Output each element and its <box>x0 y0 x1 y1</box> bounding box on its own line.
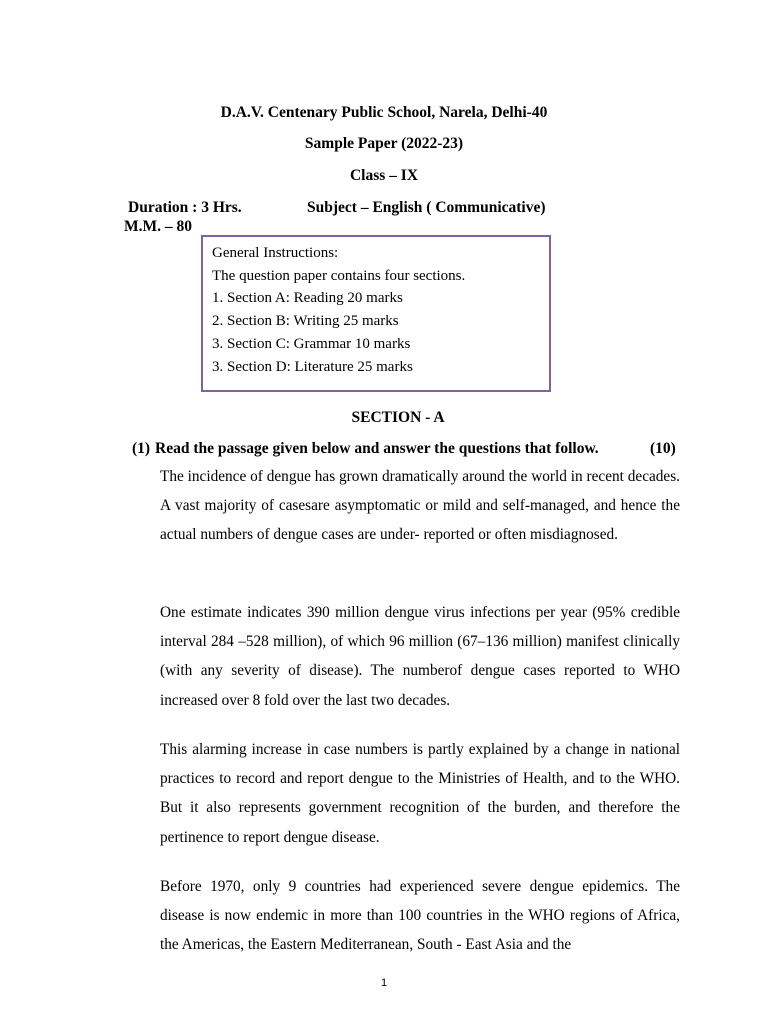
subject-label: Subject – English ( Communicative) <box>307 199 546 216</box>
passage-paragraph-4: Before 1970, only 9 countries had experienced severe dengue epidemics. The disease is now endemic in more than 100 countries in the WHO regions of Africa, the Americas, the Eastern Mediterranean, South - East Asia and the <box>160 878 680 954</box>
question-text: Read the passage given below and answer the questions that follow. <box>155 440 599 457</box>
instruction-item: 1. Section A: Reading 20 marks <box>212 290 403 307</box>
question-number: (1) <box>132 440 151 457</box>
paper-title: Sample Paper (2022-23) <box>304 135 464 152</box>
section-title: SECTION - A <box>351 409 445 426</box>
duration-label: Duration : 3 Hrs. <box>128 199 242 216</box>
max-marks-label: M.M. – 80 <box>124 218 193 235</box>
class-label: Class – IX <box>349 167 419 184</box>
instruction-item: 3. Section D: Literature 25 marks <box>212 358 413 375</box>
passage-paragraph-1: The incidence of dengue has grown dramatically around the world in recent decades. A vast majority of casesare asymptomatic or mild and self-managed, and hence the actual numbers of dengue cases are under- reported or often misdiagnosed. <box>160 468 680 544</box>
page-number: 1 <box>380 977 388 989</box>
instruction-item: 2. Section B: Writing 25 marks <box>212 313 399 330</box>
school-name: D.A.V. Centenary Public School, Narela, Delhi-40 <box>220 104 548 121</box>
instructions-title: General Instructions: <box>212 245 339 261</box>
general-instructions-box <box>201 235 551 392</box>
instruction-item: 3. Section C: Grammar 10 marks <box>212 335 411 352</box>
passage-paragraph-3: This alarming increase in case numbers is partly explained by a change in national practices to record and report dengue to the Ministries of Health, and to the WHO. But it also represents government recognition of the burden, and therefore the pertinence to report dengue disease. <box>160 741 680 846</box>
question-marks: (10) <box>650 440 676 457</box>
instructions-intro: The question paper contains four sections. <box>212 267 466 284</box>
passage-paragraph-2: One estimate indicates 390 million dengue virus infections per year (95% credible interval 284 –528 million), of which 96 million (67–136 million) manifest clinically (with any severity of disease). The numberof dengue cases reported to WHO increased over 8 fold over the last two decades. <box>160 604 680 709</box>
